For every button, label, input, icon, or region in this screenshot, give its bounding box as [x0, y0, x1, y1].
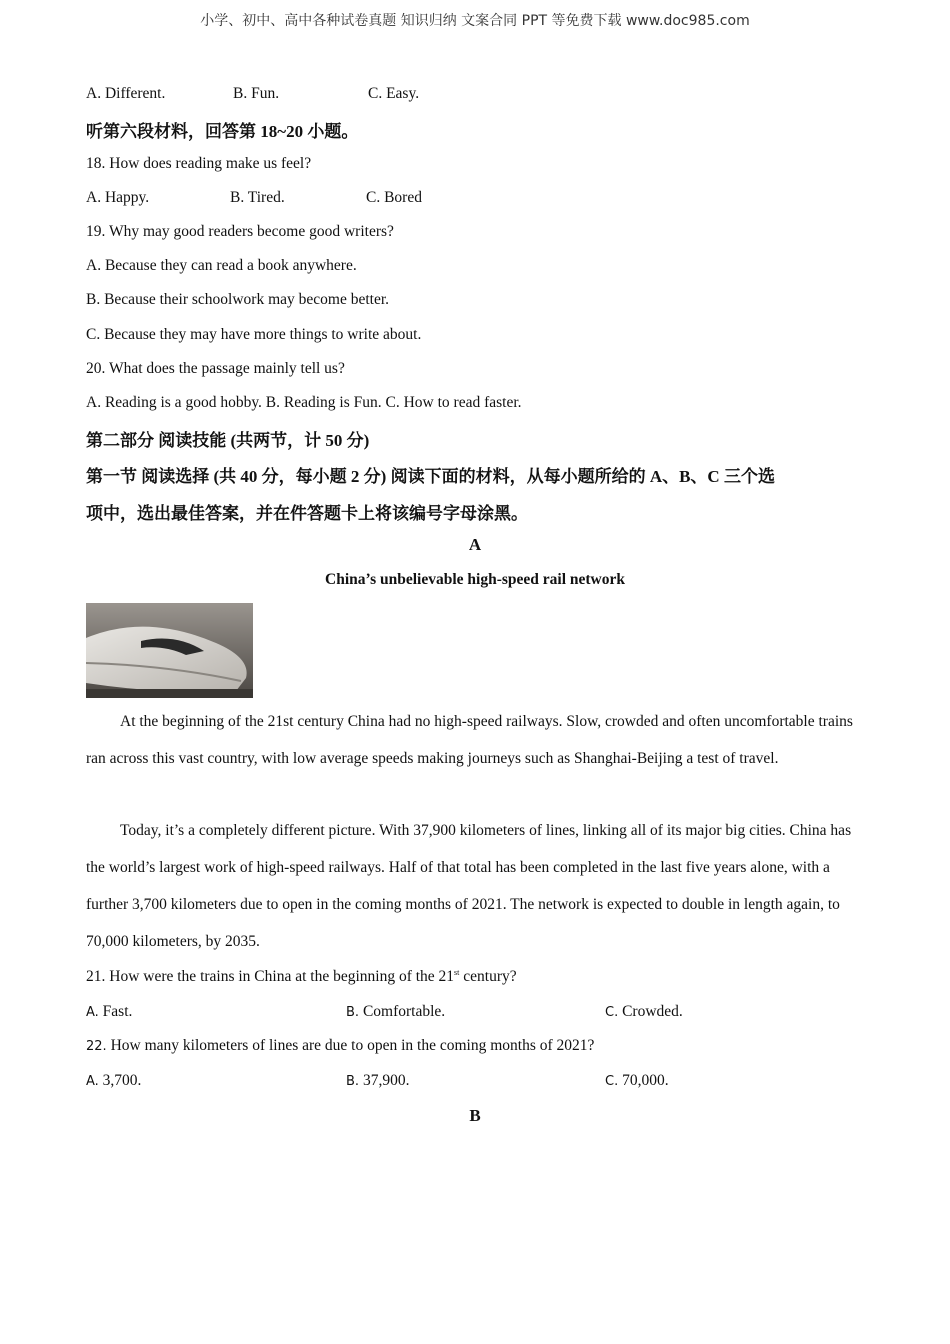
q21-option-b-letter: B.: [346, 1005, 360, 1020]
passage-a-paragraph-2-text: Today, it’s a completely different picture. With 37,900 kilometers of lines, linking all of its major big cities. China has the world’s largest work of high-speed railways. Half of that total has been completed in the last five years alone, with a further 3,700 kilometers due to open in the coming months of 2021. The network is expected to double in length again, to 70,000 kilometers, by 2035.: [86, 822, 852, 950]
q17-option-c: C. Easy.: [368, 85, 420, 102]
q22-option-b: [346, 1072, 409, 1090]
q21-option-a-text: Fast.: [98, 1003, 133, 1020]
q21-option-c-letter: C.: [605, 1005, 619, 1020]
q22-question: [86, 1037, 594, 1055]
train-photo: [86, 603, 253, 698]
passage-a-paragraph-1-text: At the beginning of the 21st century China had no high-speed railways. Slow, crowded and often uncomfortable trains ran across this vast country, with low average speeds making journeys such as Shanghai-Beijing a test of travel.: [86, 713, 853, 767]
page-header: 小学、初中、高中各种试卷真题 知识归纳 文案合同 PPT 等免费下载 www.doc985.com: [200, 13, 750, 29]
q22-option-c-letter: C.: [605, 1074, 619, 1089]
q22-option-a: [86, 1072, 141, 1090]
q22-question-text: How many kilometers of lines are due to open in the coming months of 2021?: [106, 1037, 595, 1054]
q17-option-b: B. Fun.: [233, 85, 280, 102]
q22-option-c-text: 70,000.: [618, 1072, 669, 1089]
q22-option-a-text: 3,700.: [98, 1072, 142, 1089]
q21-question-sup: st: [454, 967, 460, 977]
passage-a-letter: A: [468, 535, 482, 554]
passage-a-title: China’s unbelievable high-speed rail network: [325, 571, 625, 588]
q18-question: 18. How does reading make us feel?: [86, 155, 312, 172]
q22-option-c: [605, 1072, 669, 1090]
q21-question-tail: century?: [459, 968, 517, 985]
q18-option-c: C. Bored: [366, 189, 422, 206]
q17-option-a: A. Different.: [86, 85, 166, 102]
q19-option-c: C. Because they may have more things to write about.: [86, 326, 422, 343]
q22-option-b-text: 37,900.: [359, 1072, 410, 1089]
q21-option-b: [346, 1003, 445, 1021]
q21-option-a: [86, 1003, 132, 1021]
passage-a-paragraph-2: [86, 812, 866, 960]
q22-option-a-letter: A.: [86, 1074, 99, 1089]
q22-number: 22.: [86, 1039, 107, 1054]
q21-question-text: 21. How were the trains in China at the beginning of the 21: [86, 968, 455, 985]
q21-question: [86, 968, 517, 986]
q21-option-c: [605, 1003, 683, 1021]
q19-option-b: B. Because their schoolwork may become better.: [86, 291, 390, 308]
passage-a-paragraph-1: [86, 703, 866, 777]
q20-question: 20. What does the passage mainly tell us?: [86, 360, 345, 377]
section1-instruction-line1: 第一节 阅读选择 (共 40 分，每小题 2 分) 阅读下面的材料，从每小题所给的 A、B、C 三个选: [86, 467, 775, 486]
q18-option-a: A. Happy.: [86, 189, 150, 206]
q19-question: 19. Why may good readers become good writers?: [86, 223, 394, 240]
q19-option-a: A. Because they can read a book anywhere.: [86, 257, 357, 274]
q22-option-b-letter: B.: [346, 1074, 360, 1089]
passage-b-letter: B: [469, 1106, 481, 1125]
part2-title: 第二部分 阅读技能 (共两节，计 50 分): [86, 431, 370, 450]
q21-option-a-letter: A.: [86, 1005, 99, 1020]
q21-option-b-text: Comfortable.: [359, 1003, 446, 1020]
section6-instruction: 听第六段材料，回答第 18~20 小题。: [86, 122, 359, 141]
section1-instruction-line2: 项中，选出最佳答案，并在件答题卡上将该编号字母涂黑。: [86, 504, 528, 523]
q20-options: A. Reading is a good hobby. B. Reading is Fun. C. How to read faster.: [86, 394, 522, 411]
q18-option-b: B. Tired.: [230, 189, 285, 206]
q21-option-c-text: Crowded.: [618, 1003, 683, 1020]
